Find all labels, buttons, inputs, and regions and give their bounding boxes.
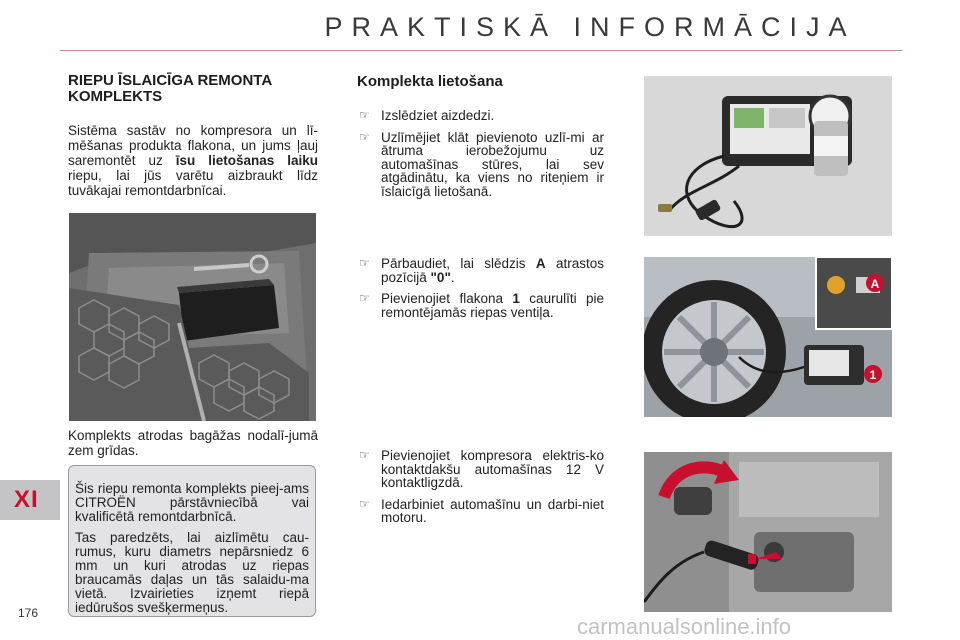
chapter-label: XI <box>14 486 39 513</box>
steps-group-2 <box>357 257 604 327</box>
compressor-kit-photo <box>644 76 892 236</box>
title-divider <box>60 50 902 51</box>
pointing-hand-icon: ☞ <box>359 108 370 122</box>
pointing-hand-icon: ☞ <box>359 496 370 511</box>
watermark: carmanualsonline.info <box>577 614 792 639</box>
callout-a: A <box>870 277 880 291</box>
step-text: . <box>450 269 455 285</box>
step-text: Uzlīmējiet klāt pievienoto uzlī-mi ar ātruma ierobežojumu uz automašīnas stūres, lai sev atgādinātu, ka viens no riteņiem ir īslaicīgā lietošanā. <box>381 129 604 199</box>
step-text: Pievienojiet kompresora elektris-ko kontaktdakšu automašīnas 12 V kontaktligzdā. <box>381 448 604 490</box>
step-text: Pievienojiet flakona <box>381 291 513 306</box>
step-text: caurulīti pie remontējamās riepas ventiļa. <box>381 291 604 320</box>
callout-1: 1 <box>869 368 877 382</box>
intro-bold: īsu lietošanas laiku <box>175 153 318 168</box>
step-bold: 1 <box>512 291 520 306</box>
kit-location-caption: Komplekts atrodas bagāžas nodalī-jumā zem grīdas. <box>68 428 318 458</box>
step-item <box>357 449 604 490</box>
pointing-hand-icon: ☞ <box>359 291 370 305</box>
step-bold: A <box>535 256 546 271</box>
pointing-hand-icon: ☞ <box>359 448 370 462</box>
page-number: 176 <box>18 606 39 620</box>
steps-group-1 <box>357 109 604 206</box>
intro-text-2: riepu, lai jūs varētu aizbraukt līdz tuvākajai remontdarbnīcai. <box>68 168 318 198</box>
section-heading-repair-kit: RIEPU ĪSLAICĪGA REMONTA KOMPLEKTS <box>68 72 272 105</box>
intro-text-1: Sistēma sastāv no kompresora un lī-mēšanas produkta flakona, un jums ļauj saremontēt uz <box>68 123 318 168</box>
pointing-hand-icon: ☞ <box>359 256 370 270</box>
step-text: Pārbaudiet, lai slēdzis <box>381 256 536 271</box>
step-item <box>357 131 604 199</box>
note-paragraph: Šis riepu remonta komplekts pieej-ams CITROËN pārstāvniecībā vai kvalificētā remontdarbnīcā. <box>75 481 309 524</box>
pointing-hand-icon: ☞ <box>359 129 370 144</box>
step-text: Izslēdziet aizdedzi. <box>381 108 495 123</box>
section-heading-kit-usage: Komplekta lietošana <box>357 73 503 90</box>
trunk-kit-photo <box>69 213 316 421</box>
step-bold: "0" <box>430 269 451 285</box>
chapter-tab <box>0 480 60 520</box>
wheel-connection-photo <box>644 257 892 417</box>
step-item <box>357 109 604 123</box>
info-note-box <box>68 465 316 617</box>
step-item <box>357 498 604 525</box>
step-text: Iedarbiniet automašīnu un darbi-niet motoru. <box>381 496 604 525</box>
step-item <box>357 257 604 284</box>
steps-group-3 <box>357 449 604 533</box>
socket-plug-photo <box>644 452 892 612</box>
page-title: PRAKTISKĀ INFORMĀCIJA <box>324 12 856 42</box>
intro-paragraph <box>68 123 318 198</box>
step-text: atrastos pozīcijā <box>381 256 604 285</box>
step-item <box>357 292 604 319</box>
note-paragraph: Tas paredzēts, lai aizlīmētu cau-rumus, kuru diametrs nepārsniedz 6 mm un kuri atrodas uz riepas braucamās daļas un tās salaidu-ma vietā. Izvairieties izņemt riepā iedūrušos svešķermeņus. <box>75 530 309 615</box>
